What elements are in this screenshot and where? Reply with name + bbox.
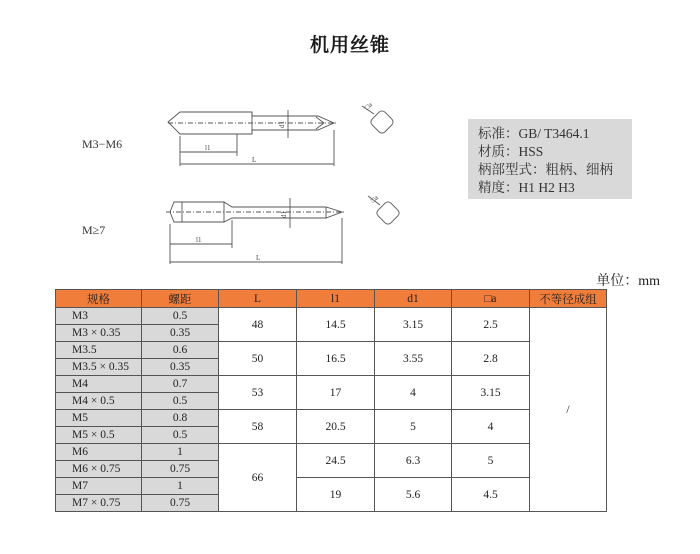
spec-standard: 标准：GB/ T3464.1	[478, 126, 590, 141]
header-L: L	[219, 290, 297, 308]
cell-pitch: 1	[142, 444, 219, 461]
cell-pitch: 0.5	[142, 393, 219, 410]
cell-a: 3.15	[452, 376, 530, 410]
cell-pitch: 0.5	[142, 427, 219, 444]
cell-spec: M4	[56, 376, 142, 393]
dim-l1-top: l1	[205, 144, 211, 152]
header-pitch: 螺距	[142, 290, 219, 308]
cell-spec: M6	[56, 444, 142, 461]
cell-d1: 3.55	[375, 342, 452, 376]
cell-l1: 24.5	[297, 444, 375, 478]
cell-spec: M4 × 0.5	[56, 393, 142, 410]
cell-a: 2.8	[452, 342, 530, 376]
cell-d1: 5.6	[375, 478, 452, 512]
cell-d1: 5	[375, 410, 452, 444]
cell-L: 66	[219, 444, 297, 512]
cell-a: 4.5	[452, 478, 530, 512]
spec-box	[468, 119, 632, 199]
cell-pitch: 1	[142, 478, 219, 495]
cell-l1: 19	[297, 478, 375, 512]
dim-L-top: L	[252, 156, 257, 164]
table-row	[56, 444, 607, 461]
cell-d1: 4	[375, 376, 452, 410]
spec-material: 材质：HSS	[478, 144, 544, 159]
cell-l1: 14.5	[297, 308, 375, 342]
table-row	[56, 410, 607, 427]
cell-spec: M7	[56, 478, 142, 495]
cell-l1: 20.5	[297, 410, 375, 444]
header-a: □a	[452, 290, 530, 308]
cell-spec: M5 × 0.5	[56, 427, 142, 444]
cell-pitch: 0.35	[142, 359, 219, 376]
cell-spec: M3 × 0.35	[56, 325, 142, 342]
page-title: 机用丝锥	[309, 34, 390, 56]
dim-d1-top: d1	[278, 121, 286, 128]
cell-L: 58	[219, 410, 297, 444]
dim-d1-bottom: d1	[280, 211, 288, 218]
cell-pitch: 0.5	[142, 308, 219, 325]
tap-label-m7: M≥7	[82, 223, 106, 237]
spec-precision: 精度：H1 H2 H3	[478, 180, 575, 195]
cell-spec: M3.5	[56, 342, 142, 359]
cell-spec: M3	[56, 308, 142, 325]
cell-a: 2.5	[452, 308, 530, 342]
table-row	[56, 308, 607, 325]
dim-L-bottom: L	[256, 254, 261, 262]
header-group: 不等径成组	[530, 290, 607, 308]
cell-a: 5	[452, 444, 530, 478]
header-d1: d1	[375, 290, 452, 308]
cell-d1: 3.15	[375, 308, 452, 342]
cell-pitch: 0.75	[142, 461, 219, 478]
dim-l1-bottom: l1	[196, 236, 202, 244]
cell-pitch: 0.8	[142, 410, 219, 427]
cell-L: 50	[219, 342, 297, 376]
table-row	[56, 342, 607, 359]
cell-pitch: 0.6	[142, 342, 219, 359]
dim-a-bottom: □a	[369, 193, 380, 205]
unit-label: 单位：mm	[596, 274, 660, 289]
cell-L: 53	[219, 376, 297, 410]
cell-l1: 16.5	[297, 342, 375, 376]
header-spec: 规格	[56, 290, 142, 308]
cell-pitch: 0.7	[142, 376, 219, 393]
cell-pitch: 0.35	[142, 325, 219, 342]
dim-a-top: □a	[363, 100, 374, 112]
cell-spec: M3.5 × 0.35	[56, 359, 142, 376]
table-row	[56, 376, 607, 393]
header-l1: l1	[297, 290, 375, 308]
spec-table	[55, 289, 607, 512]
cell-spec: M6 × 0.75	[56, 461, 142, 478]
tap-label-m3-m6: M3−M6	[82, 137, 123, 151]
cell-l1: 17	[297, 376, 375, 410]
cell-spec: M5	[56, 410, 142, 427]
cell-a: 4	[452, 410, 530, 444]
table-header-row	[56, 290, 607, 308]
cell-d1: 6.3	[375, 444, 452, 478]
table-row	[56, 478, 607, 495]
cell-L: 48	[219, 308, 297, 342]
cell-group: /	[530, 308, 607, 512]
cell-spec: M7 × 0.75	[56, 495, 142, 512]
cell-pitch: 0.75	[142, 495, 219, 512]
spec-shank: 柄部型式：粗柄、细柄	[478, 162, 613, 177]
